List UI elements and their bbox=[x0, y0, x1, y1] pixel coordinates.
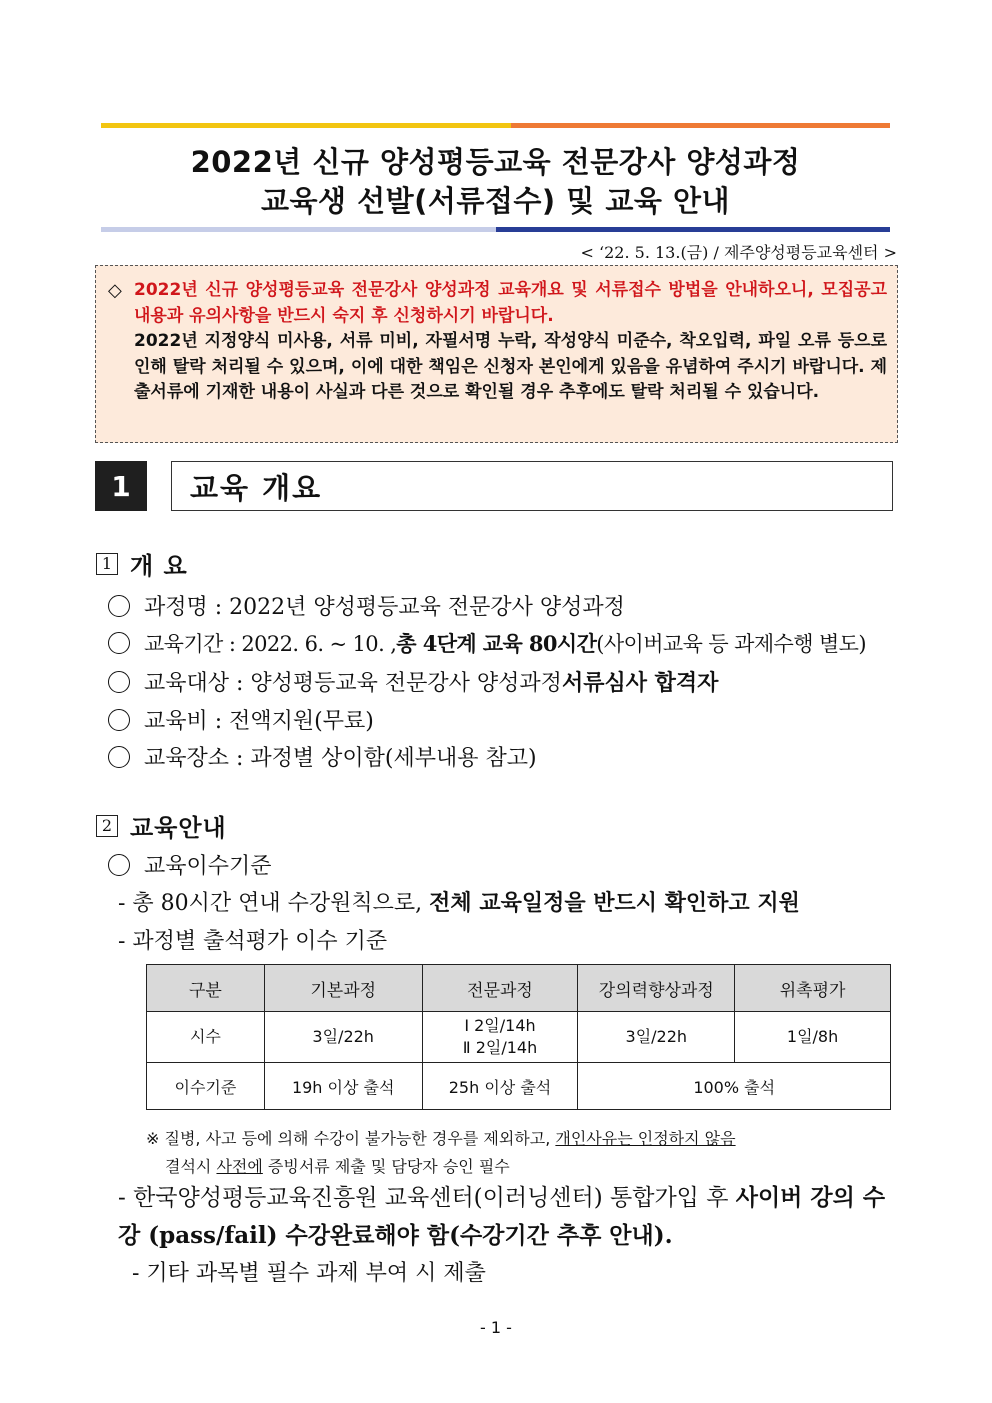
subsection-label: 교육안내 bbox=[130, 813, 227, 842]
page-number: - 1 - bbox=[480, 1318, 512, 1337]
table-cell: 25h 이상 출석 bbox=[422, 1063, 578, 1110]
page-title-line1: 2022년 신규 양성평등교육 전문강사 양성과정 bbox=[190, 145, 801, 179]
overview-item-target: 교육대상 : 양성평등교육 전문강사 양성과정 서류심사 합격자 bbox=[108, 666, 718, 697]
section-number: 1 bbox=[95, 461, 147, 511]
circle-bullet-icon bbox=[108, 746, 130, 768]
table-cell: 100% 출석 bbox=[578, 1063, 891, 1110]
circle-bullet-icon bbox=[108, 632, 130, 654]
subsection-label: 개 요 bbox=[130, 551, 188, 580]
attendance-table bbox=[146, 964, 891, 1110]
notice-red-text: 2022년 신규 양성평등교육 전문강사 양성과정 교육개요 및 서류접수 방법을 안내하오니, 모집공고 내용과 유의사항을 반드시 숙지 후 신청하시기 바랍니다. bbox=[134, 280, 887, 326]
circle-bullet-icon bbox=[108, 854, 130, 876]
circle-bullet-icon bbox=[108, 709, 130, 731]
table-cell: 3일/22h bbox=[578, 1012, 735, 1063]
section-title: 교육 개요 bbox=[171, 461, 893, 511]
notice-box bbox=[95, 265, 898, 443]
date-line: < ‘22. 5. 13.(금) / 제주양성평등교육센터 > bbox=[580, 243, 897, 262]
table-cell: 이수기준 bbox=[147, 1063, 265, 1110]
table-row bbox=[147, 1063, 891, 1110]
table-cell: 시수 bbox=[147, 1012, 265, 1063]
overview-item-fee: 교육비 : 전액지원(무료) bbox=[108, 704, 374, 735]
table-cell: 3일/22h bbox=[264, 1012, 422, 1063]
criteria-dash-1: - 총 80시간 연내 수강원칙으로, 전체 교육일정을 반드시 확인하고 지원 bbox=[118, 890, 800, 916]
absence-note-1: ※ 질병, 사고 등에 의해 수강이 불가능한 경우를 제외하고, 개인사유는 인정하지 않음 bbox=[146, 1129, 736, 1148]
overview-item-period: 교육기간 : 2022. 6. ~ 10. , 총 4단계 교육 80시간 (사이버교육 등 과제수행 별도) bbox=[108, 628, 866, 658]
table-cell: 1일/8h bbox=[735, 1012, 891, 1063]
table-row bbox=[147, 1012, 891, 1063]
circle-bullet-icon bbox=[108, 595, 130, 617]
table-header-lecture: 강의력향상과정 bbox=[578, 965, 735, 1012]
criteria-title: 교육이수기준 bbox=[108, 849, 272, 880]
table-header-expert: 전문과정 bbox=[422, 965, 578, 1012]
title-top-bar bbox=[101, 123, 890, 128]
criteria-dash-2: - 과정별 출석평가 이수 기준 bbox=[118, 929, 388, 954]
table-header-category: 구분 bbox=[147, 965, 265, 1012]
overview-item-place: 교육장소 : 과정별 상이함(세부내용 참고) bbox=[108, 741, 537, 772]
notice-body-text: 2022년 지정양식 미사용, 서류 미비, 자필서명 누락, 작성양식 미준수, 착오입력, 파일 오류 등으로 인해 탈락 처리될 수 있으며, 이에 대한 책임은 신청자 본인에게 있음을 유념하여 주시기 바랍니다. 제출서류에 기재한 내용이 사실과 다른 것으로 확인될 경우 추후에도 탈락 처리될 수 있습니다. bbox=[134, 331, 887, 402]
page-title-line2: 교육생 선발(서류접수) 및 교육 안내 bbox=[260, 184, 731, 218]
cyber-course-text: - 한국양성평등교육진흥원 교육센터(이러닝센터) 통합가입 후 사이버 강의 수강 (pass/fail) 수강완료해야 함(수강기간 추후 안내). bbox=[118, 1184, 886, 1249]
table-header-basic: 기본과정 bbox=[264, 965, 422, 1012]
table-header-eval: 위촉평가 bbox=[735, 965, 891, 1012]
table-cell: Ⅰ 2일/14h Ⅱ 2일/14h bbox=[422, 1012, 578, 1063]
subsection-guide bbox=[96, 808, 227, 843]
subsection-overview bbox=[96, 546, 188, 581]
absence-note-2: 결석시 사전에 증빙서류 제출 및 담당자 승인 필수 bbox=[165, 1157, 510, 1176]
table-cell: 19h 이상 출석 bbox=[264, 1063, 422, 1110]
diamond-icon: ◇ bbox=[108, 280, 122, 301]
circle-bullet-icon bbox=[108, 671, 130, 693]
overview-item-course: 과정명 : 2022년 양성평등교육 전문강사 양성과정 bbox=[108, 590, 625, 621]
assignment-text: - 기타 과목별 필수 과제 부여 시 제출 bbox=[132, 1261, 486, 1286]
title-bottom-bar bbox=[101, 227, 890, 232]
boxed-number: 2 bbox=[96, 815, 118, 837]
boxed-number: 1 bbox=[96, 553, 118, 575]
